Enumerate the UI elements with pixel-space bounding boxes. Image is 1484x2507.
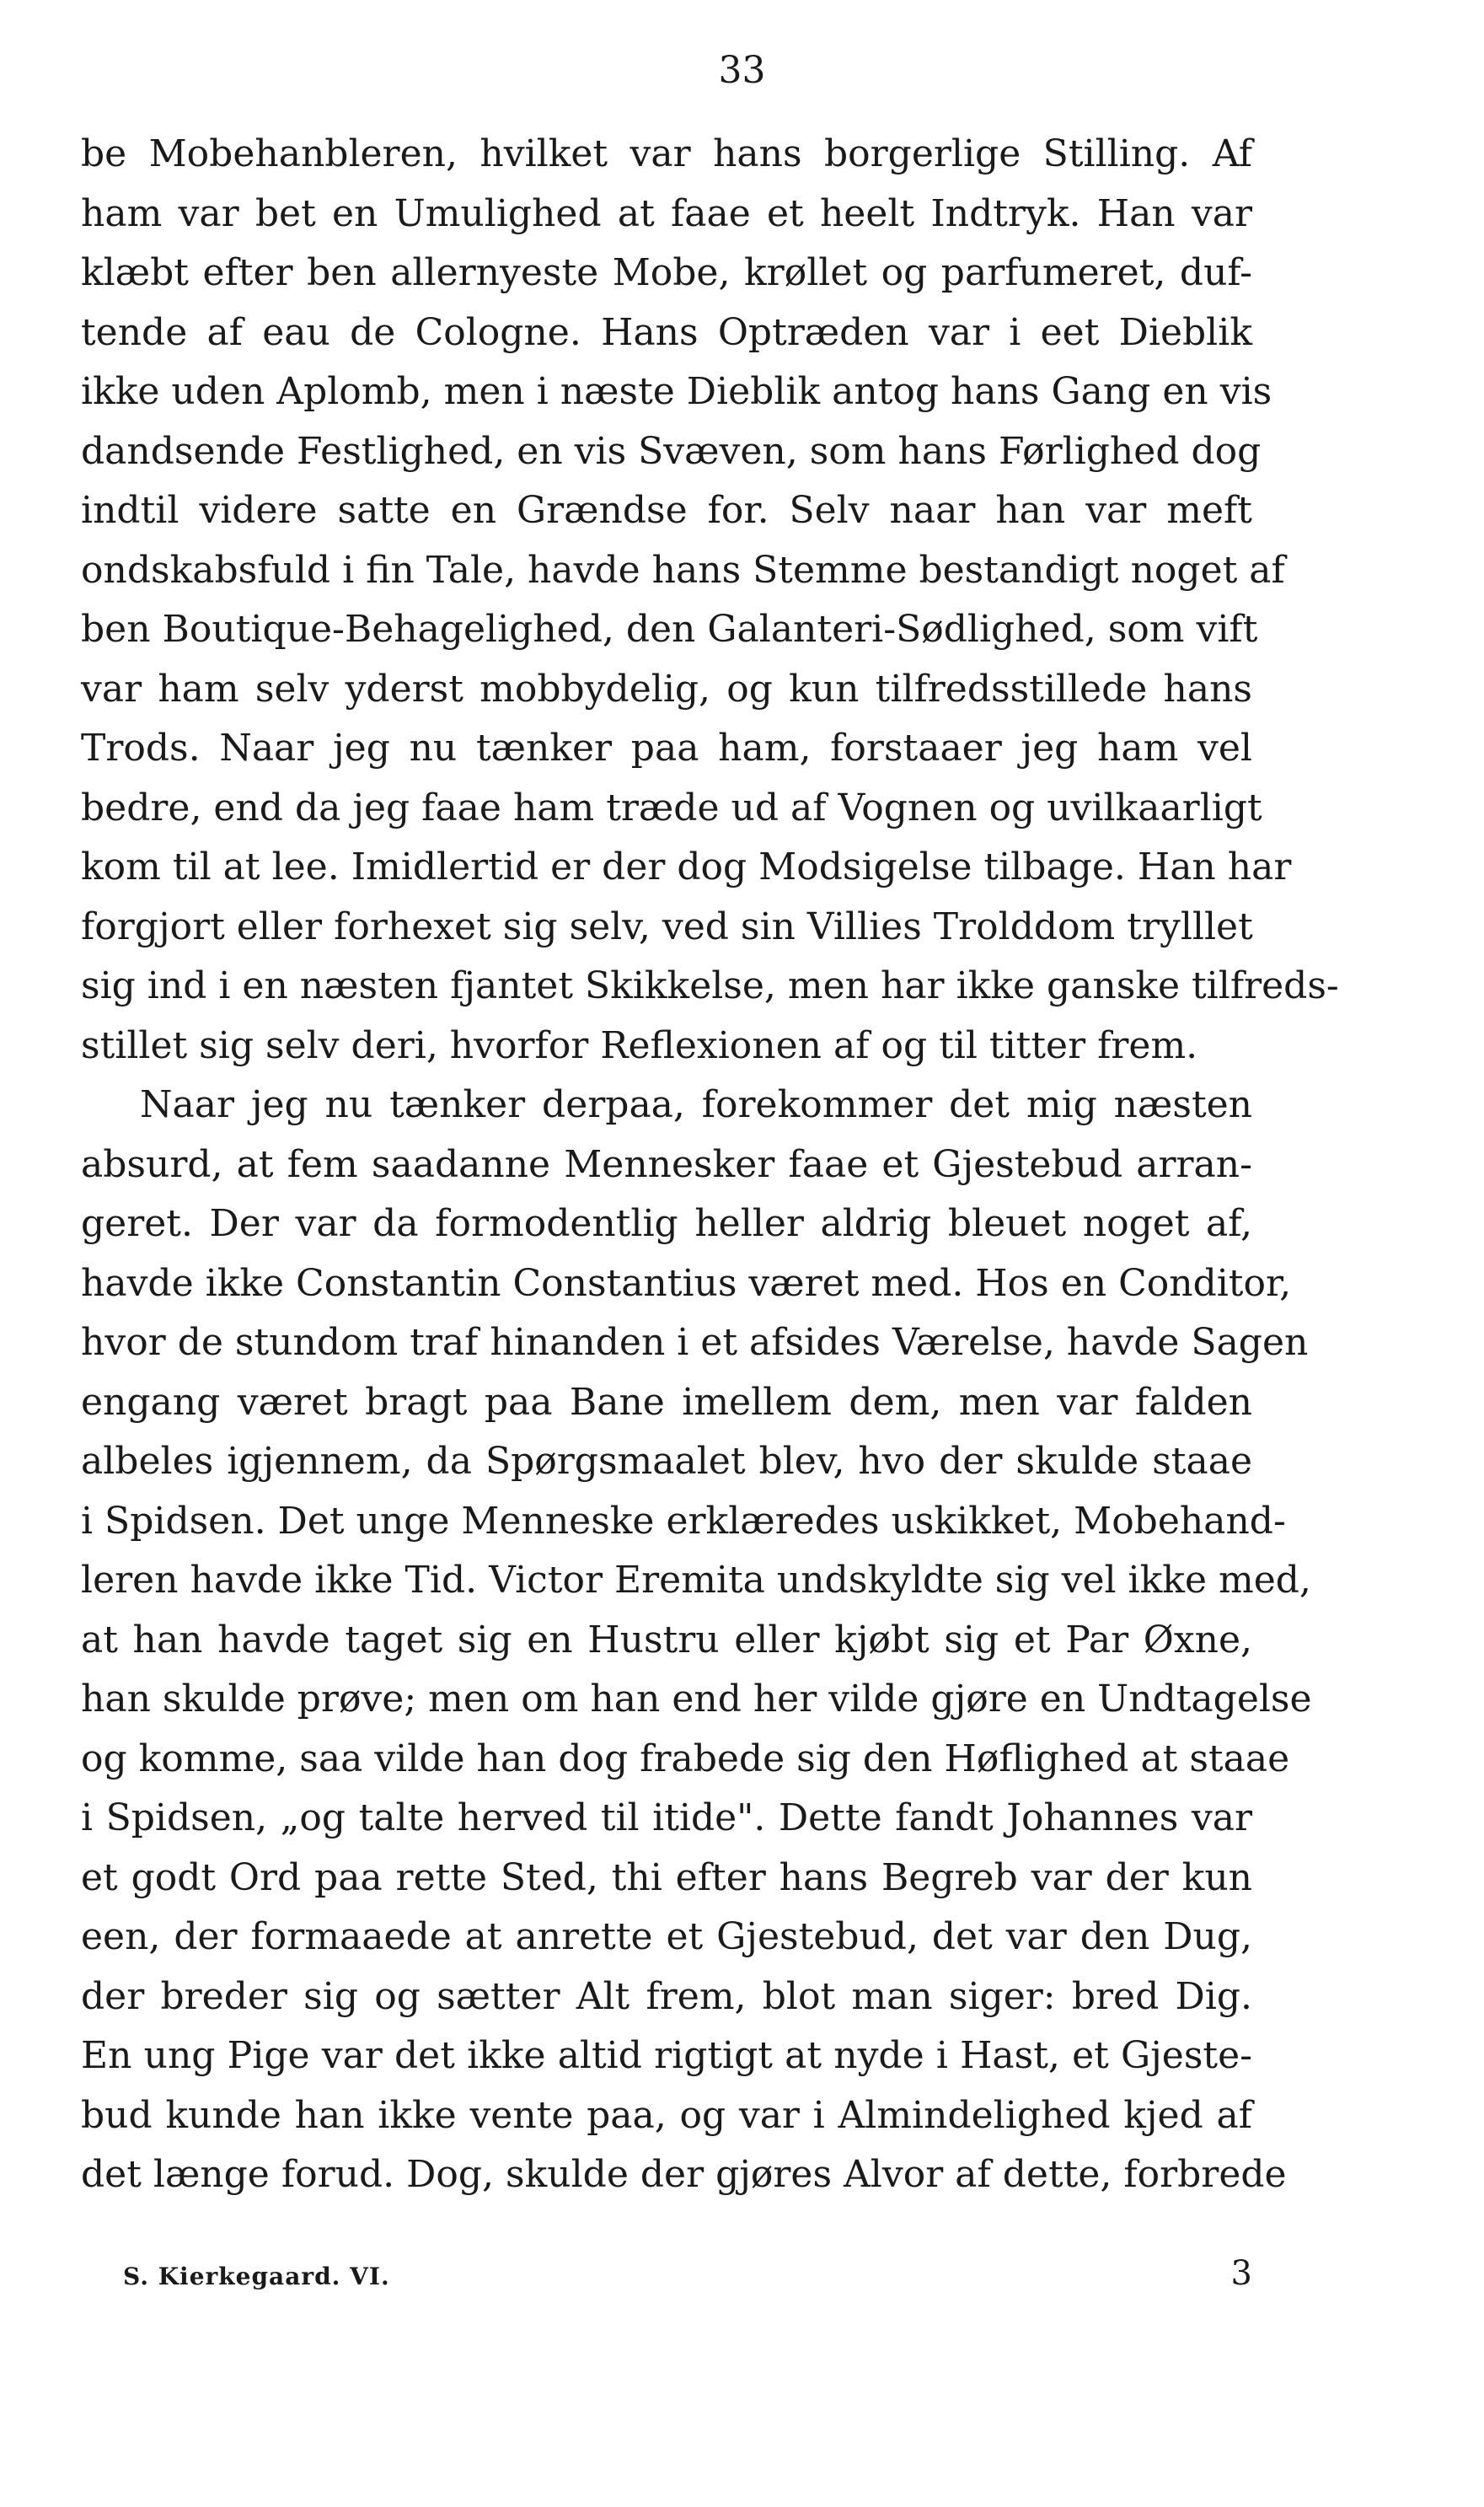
text-line: stillet sig selv deri, hvorfor Reflexionen af og til titter frem.: [81, 1023, 1198, 1067]
text-line: han skulde prøve; men om han end her vilde gjøre en Undtagelse: [81, 1678, 1312, 1721]
text-line: ondskabsfuld i fin Tale, havde hans Stemme bestandigt noget af: [81, 548, 1285, 592]
text-line: tende af eau de Cologne. Hans Optræden var i eet Dieblik: [81, 310, 1252, 354]
text-line: kom til at lee. Imidlertid er der dog Modsigelse tilbage. Han har: [81, 846, 1292, 888]
text-line: geret. Der var da formodentlig heller aldrig bleuet noget af,: [81, 1202, 1252, 1245]
text-line: albeles igjennem, da Spørgsmaalet blev, hvo der skulde staae: [81, 1440, 1252, 1483]
page-footer: [81, 2254, 1252, 2296]
text-line: der breder sig og sætter Alt frem, blot man siger: bred Dig.: [81, 1974, 1252, 2018]
text-line: hvor de stundom traf hinanden i et afsides Værelse, havde Sagen: [81, 1321, 1309, 1364]
text-line: Naar jeg nu tænker derpaa, forekommer det mig næsten: [140, 1083, 1252, 1126]
text-line: forgjort eller forhexet sig selv, ved sin Villies Trolddom trylllet: [81, 905, 1253, 948]
text-line: klæbt efter ben allernyeste Mobe, krøllet og parfumeret, duf-: [81, 251, 1252, 294]
text-line: En ung Pige var det ikke altid rigtigt at nyde i Hast, et Gjeste-: [81, 2034, 1252, 2077]
text-line: ikke uden Aplomb, men i næste Dieblik antog hans Gang en vis: [81, 370, 1272, 413]
signature-mark: S. Kierkegaard. VI.: [123, 2263, 390, 2290]
text-line: ham var bet en Umulighed at faae et heelt Indtryk. Han var: [81, 191, 1252, 235]
text-line: sig ind i en næsten fjantet Skikkelse, men har ikke ganske tilfreds-: [81, 964, 1339, 1007]
text-line: i Spidsen, „og talte herved til itide". Dette fandt Johannes var: [81, 1796, 1252, 1839]
text-line: absurd, at fem saadanne Mennesker faae et Gjestebud arran-: [81, 1142, 1252, 1186]
text-line: i Spidsen. Det unge Menneske erklæredes uskikket, Mobehand-: [81, 1499, 1286, 1543]
text-line: Trods. Naar jeg nu tænker paa ham, forstaaer jeg ham vel: [81, 727, 1252, 770]
page-number: 33: [718, 49, 766, 92]
text-line: at han havde taget sig en Hustru eller kjøbt sig et Par Øxne,: [81, 1618, 1252, 1661]
text-line: engang været bragt paa Bane imellem dem, men var falden: [81, 1380, 1252, 1424]
sheet-number: 3: [1230, 2254, 1252, 2293]
text-line: indtil videre satte en Grændse for. Selv naar han var meft: [81, 489, 1252, 532]
text-line: var ham selv yderst mobbydelig, og kun tilfredsstillede hans: [81, 667, 1252, 711]
body-text: [81, 125, 1339, 2205]
text-line: dandsende Festlighed, en vis Svæven, som hans Førlighed dog: [81, 429, 1262, 473]
text-line: een, der formaaede at anrette et Gjestebud, det var den Dug,: [81, 1915, 1252, 1958]
text-line: bud kunde han ikke vente paa, og var i Almindelighed kjed af: [81, 2093, 1252, 2137]
text-line: havde ikke Constantin Constantius været med. Hos en Conditor,: [81, 1261, 1292, 1305]
text-line: det længe forud. Dog, skulde der gjøres Alvor af dette, forbrede: [81, 2153, 1287, 2196]
text-line: et godt Ord paa rette Sted, thi efter hans Begreb var der kun: [81, 1855, 1252, 1899]
text-line: ben Boutique-Behagelighed, den Galanteri-Sødlighed, som vift: [81, 608, 1258, 651]
text-line: leren havde ikke Tid. Victor Eremita undskyldte sig vel ikke med,: [81, 1559, 1311, 1602]
text-line: be Mobehanbleren, hvilket var hans borgerlige Stilling. Af: [81, 132, 1252, 175]
text-line: og komme, saa vilde han dog frabede sig den Høflighed at staae: [81, 1737, 1290, 1780]
text-line: bedre, end da jeg faae ham træde ud af Vognen og uvilkaarligt: [81, 786, 1262, 829]
